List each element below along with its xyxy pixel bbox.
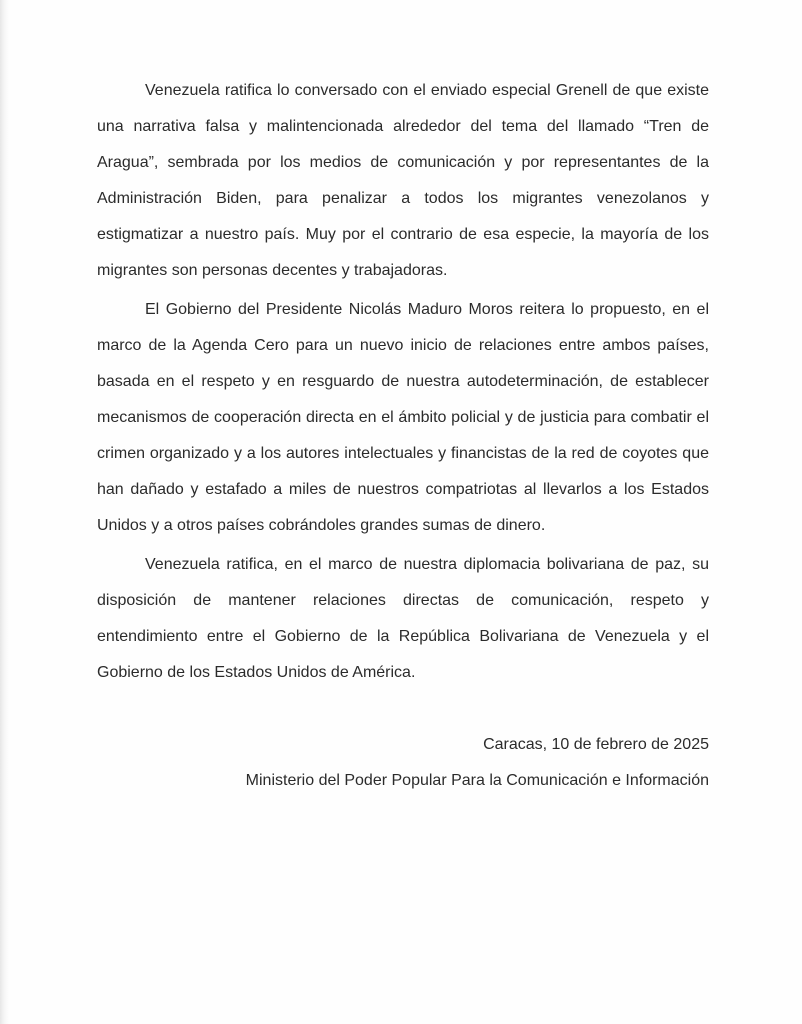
statement-paragraph-3: Venezuela ratifica, en el marco de nuestra diplomacia bolivariana de paz, su disposición de mantener relaciones directas de comunicación, respeto y entendimiento entre el Gobierno de la República Bolivariana de Venezuela y el Gobierno de los Estados Unidos de América. xyxy=(97,556,709,681)
page-edge-shadow xyxy=(0,0,9,1024)
statement-paragraph-1: Venezuela ratifica lo conversado con el enviado especial Grenell de que existe una narrativa falsa y malintencionada alrededor del tema del llamado “Tren de Aragua”, sembrada por los medios de comunicación y por representantes de la Administración Biden, para penalizar a todos los migrantes venezolanos y estigmatizar a nuestro país. Muy por el contrario de esa especie, la mayoría de los migrantes son personas decentes y trabajadoras. xyxy=(97,82,709,279)
signature-line: Ministerio del Poder Popular Para la Comunicación e Información xyxy=(245,772,709,789)
statement-body xyxy=(97,73,709,799)
dateline: Caracas, 10 de febrero de 2025 xyxy=(483,736,709,753)
statement-paragraph-2: El Gobierno del Presidente Nicolás Maduro Moros reitera lo propuesto, en el marco de la Agenda Cero para un nuevo inicio de relaciones entre ambos países, basada en el respeto y en resguardo de nuestra autodeterminación, de establecer mecanismos de cooperación directa en el ámbito policial y de justicia para combatir el crimen organizado y a los autores intelectuales y financistas de la red de coyotes que han dañado y estafado a miles de nuestros compatriotas al llevarlos a los Estados Unidos y a otros países cobrándoles grandes sumas de dinero. xyxy=(97,301,709,534)
